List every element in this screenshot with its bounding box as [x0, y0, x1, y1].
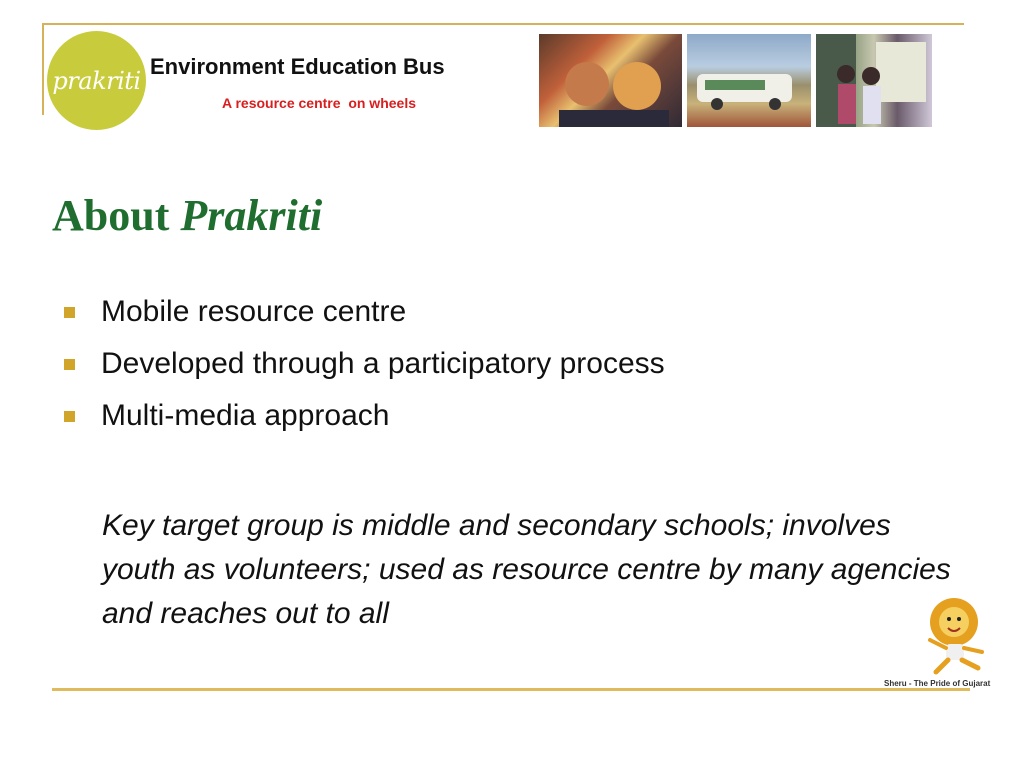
- logo-text: prakriti: [52, 66, 141, 95]
- header-subtitle: A resource centre on wheels: [222, 95, 416, 111]
- square-bullet-icon: [64, 307, 75, 318]
- bottom-rule: [52, 688, 970, 691]
- sheru-lion-mascot-icon: [918, 594, 994, 676]
- square-bullet-icon: [64, 411, 75, 422]
- slide-title-italic: Prakriti: [180, 191, 323, 240]
- bullet-text: Developed through a participatory process: [101, 347, 665, 380]
- bullet-list: [62, 290, 665, 446]
- slide-title: [52, 190, 322, 241]
- list-item: [62, 394, 665, 446]
- header-title: Environment Education Bus: [150, 54, 445, 79]
- target-group-note: Key target group is middle and secondary schools; involves youth as volunteers; used as resource centre by many agencies and reaches out to all: [102, 509, 951, 630]
- top-rule: [42, 23, 964, 25]
- bullet-text: Mobile resource centre: [101, 295, 407, 328]
- list-item: [62, 290, 665, 342]
- left-rule: [42, 23, 44, 115]
- square-bullet-icon: [64, 359, 75, 370]
- bullet-text: Multi-media approach: [101, 399, 390, 432]
- exhibition-visitors-photo: [816, 34, 932, 127]
- list-item: [62, 342, 665, 394]
- slide-title-plain: About: [52, 191, 170, 240]
- prakriti-logo: [47, 31, 146, 130]
- children-face-paint-photo: [539, 34, 682, 127]
- mascot-caption: Sheru - The Pride of Gujarat: [884, 679, 991, 688]
- education-bus-photo: [687, 34, 811, 127]
